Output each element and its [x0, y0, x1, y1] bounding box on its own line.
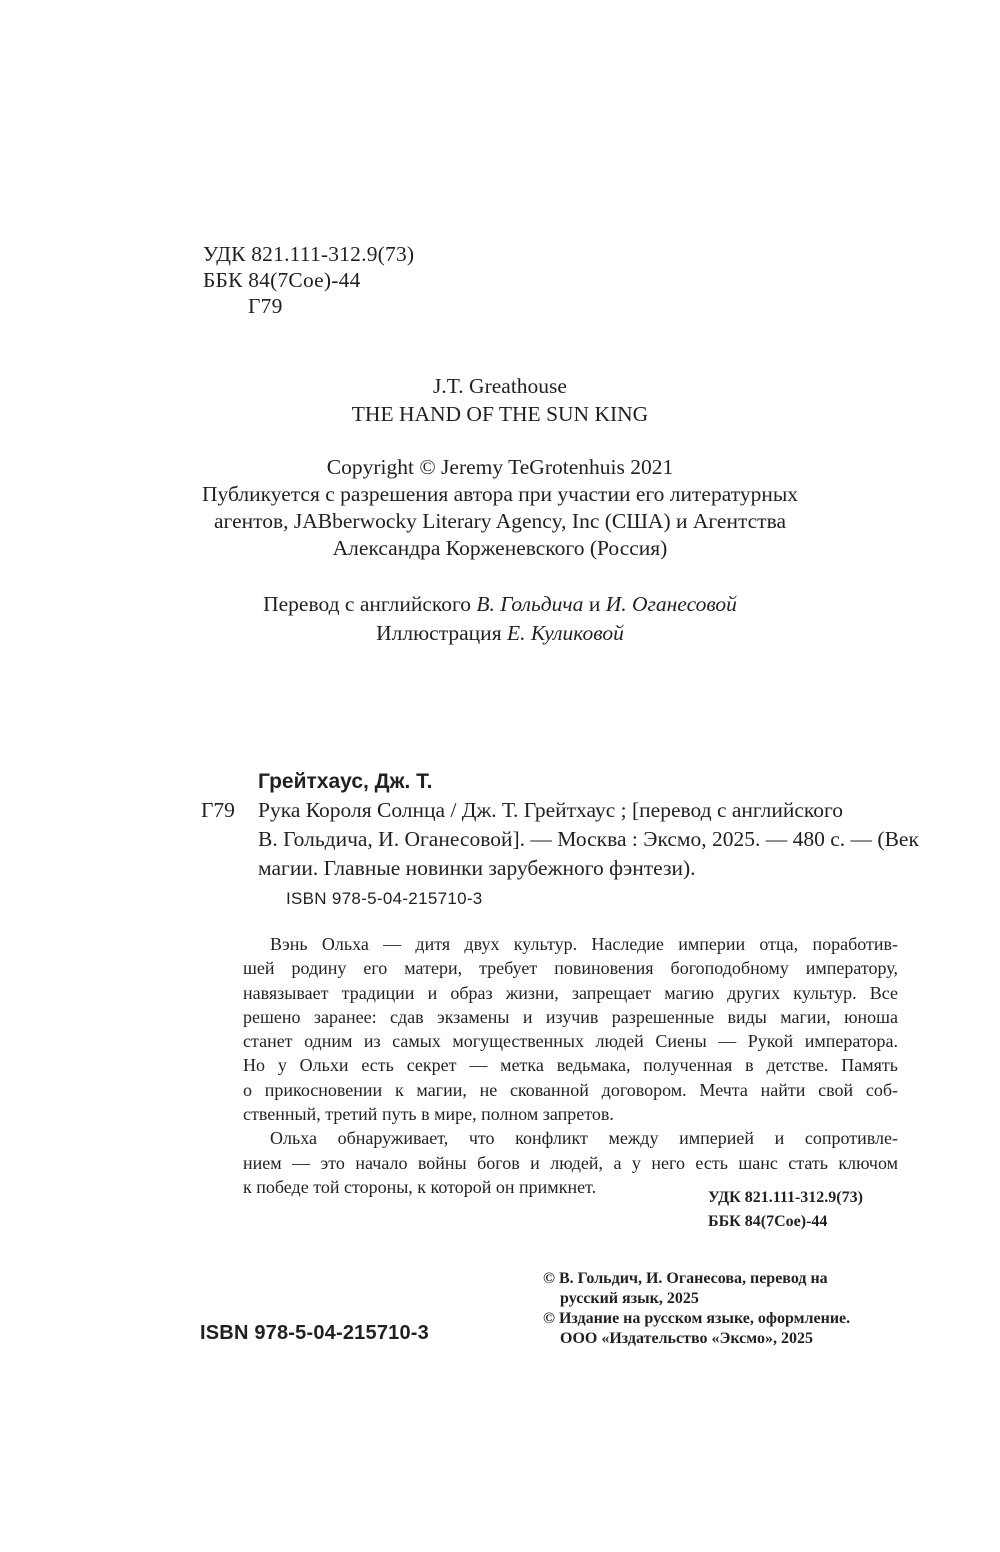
annotation: [243, 932, 898, 1199]
copyright-line: Публикуется с разрешения автора при участии его литературных: [201, 482, 799, 506]
isbn-bottom: ISBN 978-5-04-215710-3: [200, 1322, 429, 1344]
copyright-line: Copyright © Jeremy TeGrotenhuis 2021: [326, 455, 674, 479]
udk-block-bottom: [708, 1186, 863, 1234]
copyright-line: © В. Гольдич, И. Оганесова, перевод на: [543, 1270, 828, 1287]
annotation-line: о прикосновении к магии, не скованной договором. Мечта найти свой соб-: [243, 1079, 898, 1100]
udk-block-top: [203, 241, 414, 319]
annotation-line: Вэнь Ольха — дитя двух культур. Наследие империи отца, поработив-: [270, 934, 898, 954]
original-edition: [150, 372, 850, 428]
udk-code: УДК 821.111-312.9(73): [708, 1189, 863, 1206]
annotation-line: Но у Ольхи есть секрет — метка ведьмака, полученная в детстве. Память: [243, 1055, 898, 1076]
annotation-line: станет одним из самых могущественных людей Сиены — Рукой императора.: [243, 1031, 898, 1052]
catalog-isbn: ISBN 978-5-04-215710-3: [286, 889, 483, 908]
copyright-line: русский язык, 2025: [560, 1290, 699, 1307]
copyright-line: © Издание на русском языке, оформление.: [543, 1310, 851, 1327]
udk-code: УДК 821.111-312.9(73): [203, 242, 415, 266]
catalog-author-mark: Г79: [201, 798, 235, 822]
bbk-code: ББК 84(7Сое)-44: [708, 1213, 828, 1230]
illustrator: Е. Куликовой: [506, 621, 624, 645]
original-title: THE HAND OF THE SUN KING: [351, 402, 649, 426]
catalog-description: [258, 796, 919, 883]
translation-conj: и: [588, 592, 601, 616]
translation-prefix: Перевод с английского: [263, 592, 472, 616]
original-author: J.T. Greathouse: [433, 374, 567, 398]
copyright-notice: [150, 454, 850, 562]
catalog-line: магии. Главные новинки зарубежного фэнтези).: [258, 856, 696, 880]
annotation-line: навязывает традиции и образ жизни, запрещает магию других культур. Все: [243, 982, 898, 1003]
copyright-line: агентов, JABberwocky Literary Agency, Inc (США) и Агентства: [214, 509, 786, 533]
translator-1: В. Гольдича: [476, 592, 584, 616]
translator-2: И. Оганесовой: [605, 592, 737, 616]
copyright-line: ООО «Издательство «Эксмо», 2025: [560, 1330, 813, 1347]
annotation-line: ственный, третий путь в мире, полном запретов.: [243, 1104, 614, 1125]
illustration-prefix: Иллюстрация: [376, 621, 502, 645]
copyright-bottom: [543, 1269, 850, 1349]
illustration-line: [150, 619, 850, 648]
catalog-line: Рука Короля Солнца / Дж. Т. Грейтхаус ; [перевод с английского: [258, 798, 844, 822]
catalog-line: В. Гольдича, И. Оганесовой]. — Москва : Эксмо, 2025. — 480 с. — (Век: [258, 827, 919, 851]
annotation-line: шей родину его матери, требует повиновения богоподобному императору,: [243, 958, 898, 979]
catalog-author-heading: Грейтхаус, Дж. Т.: [258, 770, 433, 793]
annotation-line: нием — это начало войны богов и людей, а у него есть шанс стать ключом: [243, 1152, 898, 1173]
bbk-code: ББК 84(7Сое)-44: [203, 268, 361, 292]
annotation-line: решено заранее: сдав экзамены и изучив разрешенные виды магии, юноша: [243, 1006, 898, 1027]
translators-line: [150, 590, 850, 619]
annotation-line: Ольха обнаруживает, что конфликт между империей и сопротивле-: [270, 1128, 898, 1149]
annotation-line: к победе той стороны, к которой он примкнет.: [243, 1176, 597, 1197]
copyright-line: Александра Корженевского (Россия): [332, 536, 668, 560]
author-mark: Г79: [248, 294, 283, 318]
translation-credits: [150, 590, 850, 648]
